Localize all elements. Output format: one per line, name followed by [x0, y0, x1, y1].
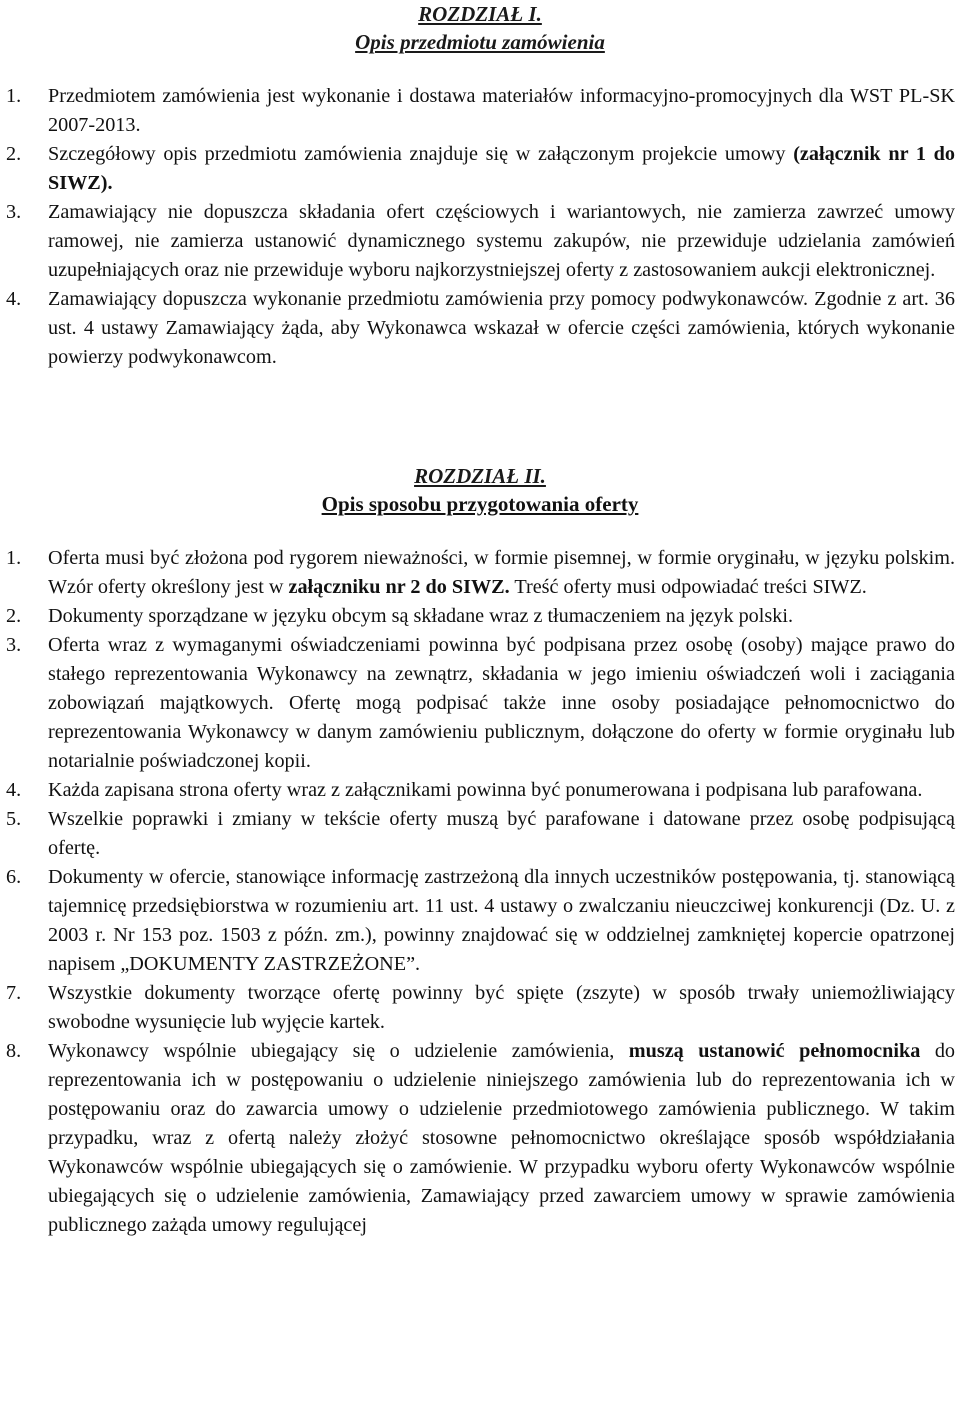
item-text: Dokumenty sporządzane w języku obcym są składane wraz z tłumaczeniem na język polski.: [48, 605, 793, 627]
item-number: 2.: [6, 605, 22, 627]
list-item: [0, 198, 960, 285]
list-item: [0, 863, 960, 979]
item-number: 1.: [6, 85, 22, 107]
section-1-heading: [0, 0, 960, 56]
item-number: 3.: [6, 201, 22, 223]
item-text: Zamawiający nie dopuszcza składania ofert częściowych i wariantowych, nie zamierza zawrzeć umowy ramowej, nie zamierza ustanowić dynamicznego systemu zakupów, nie przewiduje udzielania zamówień uzupełniających oraz nie przewiduje wyboru najkorzystniejszej oferty z zastosowaniem aukcji elektronicznej.: [48, 201, 955, 281]
list-item: [0, 544, 960, 602]
list-item: [0, 1037, 960, 1240]
section-1-subtitle: Opis przedmiotu zamówienia: [355, 30, 605, 54]
section-2-heading: [0, 462, 960, 518]
item-number: 4.: [6, 288, 22, 310]
item-text-bold: (załącznik nr 1 do SIWZ).: [48, 143, 955, 194]
item-text: Zamawiający dopuszcza wykonanie przedmiotu zamówienia przy pomocy podwykonawców. Zgodnie z art. 36 ust. 4 ustawy Zamawiający żąda, aby Wykonawca wskazał w ofercie części zamówienia, których wykonanie powierzy podwykonawcom.: [48, 288, 955, 368]
item-text: Oferta musi być złożona pod rygorem nieważności, w formie pisemnej, w formie oryginału, w języku polskim. Wzór oferty określony jest w: [48, 547, 955, 598]
section-2-title: ROZDZIAŁ II.: [414, 464, 546, 488]
item-text: Oferta wraz z wymaganymi oświadczeniami powinna być podpisana przez osobę (osoby) mające prawo do stałego reprezentowania Wykonawcy na zewnątrz, składania w jego imieniu oświadczeń woli i zaciągania zobowiązań majątkowych. Ofertę mogą podpisać także inne osoby posiadające pełnomocnictwo do reprezentowania Wykonawcy w danym zamówieniu publicznym, dołączone do oferty w formie oryginału lub notarialnie poświadczonej kopii.: [48, 634, 955, 772]
list-item: [0, 285, 960, 372]
item-number: 1.: [6, 547, 22, 569]
section-1-title: ROZDZIAŁ I.: [418, 2, 542, 26]
item-text-bold: załączniku nr 2 do SIWZ.: [288, 576, 510, 598]
item-number: 4.: [6, 779, 22, 801]
item-text: Wykonawcy wspólnie ubiegający się o udzielenie zamówienia,: [48, 1040, 629, 1062]
item-number: 3.: [6, 634, 22, 656]
item-text: Wszystkie dokumenty tworzące ofertę powinny być spięte (zszyte) w sposób trwały uniemożliwiający swobodne wysunięcie lub wyjęcie kartek.: [48, 982, 955, 1033]
list-item: [0, 140, 960, 198]
item-text-bold: muszą ustanowić pełnomocnika: [628, 1040, 921, 1062]
item-text: Szczegółowy opis przedmiotu zamówienia znajduje się w załączonym projekcie umowy: [48, 143, 786, 165]
section-2-subtitle: Opis sposobu przygotowania oferty: [321, 492, 639, 516]
list-item: [0, 776, 960, 805]
list-item: [0, 82, 960, 140]
item-number: 6.: [6, 866, 22, 888]
item-text: Dokumenty w ofercie, stanowiące informację zastrzeżoną dla innych uczestników postępowania, tj. stanowiącą tajemnicę przedsiębiorstwa w rozumieniu art. 11 ust. 4 ustawy o zwalczaniu nieuczciwej konkurencji (Dz. U. z 2003 r. Nr 153 poz. 1503 z późn. zm.), powinny znajdować się w oddzielnej zamkniętej kopercie opatrzonej napisem „DOKUMENTY ZASTRZEŻONE”.: [48, 866, 955, 975]
item-text-continued: Treść oferty musi odpowiadać treści SIWZ.: [509, 576, 867, 598]
list-item: [0, 805, 960, 863]
list-item: [0, 602, 960, 631]
list-item: [0, 979, 960, 1037]
section-1-list: [0, 82, 960, 372]
item-text: Wszelkie poprawki i zmiany w tekście oferty muszą być parafowane i datowane przez osobę podpisującą ofertę.: [48, 808, 955, 859]
section-2-list: [0, 544, 960, 1240]
item-number: 5.: [6, 808, 22, 830]
list-item: [0, 631, 960, 776]
item-number: 8.: [6, 1040, 22, 1062]
item-text: Każda zapisana strona oferty wraz z załącznikami powinna być ponumerowana i podpisana lub parafowana.: [48, 779, 923, 801]
item-number: 2.: [6, 143, 22, 165]
item-text: Przedmiotem zamówienia jest wykonanie i dostawa materiałów informacyjno-promocyjnych dla WST PL-SK 2007-2013.: [48, 85, 955, 136]
item-text-continued: do reprezentowania ich w postępowaniu o udzielenie niniejszego zamówienia lub do reprezentowania ich w postępowaniu oraz do zawarcia umowy o udzielenie przedmiotowego zamówienia publicznego. W takim przypadku, wraz z ofertą należy złożyć stosowne pełnomocnictwo określające sposób współdziałania Wykonawców wspólnie ubiegających się o zamówienie. W przypadku wyboru oferty Wykonawców wspólnie ubiegających się o udzielenie zamówienia, Zamawiający przed zawarciem umowy w sprawie zamówienia publicznego zażąda umowy regulującej: [48, 1040, 955, 1236]
item-number: 7.: [6, 982, 22, 1004]
